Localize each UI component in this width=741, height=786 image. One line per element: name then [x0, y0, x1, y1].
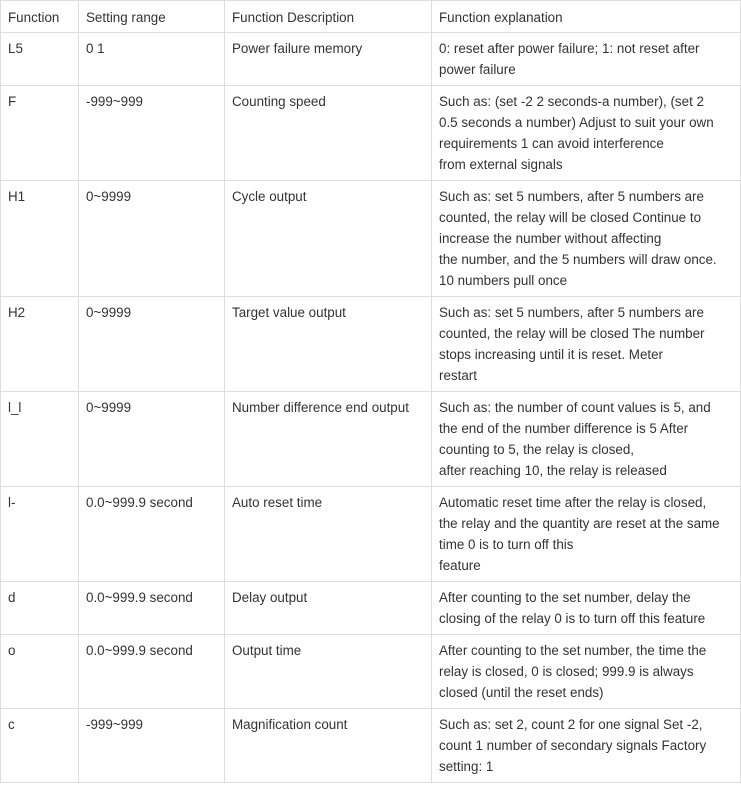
header-function-explanation: Function explanation	[432, 1, 741, 33]
table-row	[1, 86, 741, 181]
cell-explanation: After counting to the set number, delay the closing of the relay 0 is to turn off this feature	[432, 582, 741, 635]
header-function: Function	[1, 1, 79, 33]
table-row	[1, 582, 741, 635]
cell-description: Target value output	[225, 297, 432, 392]
cell-description: Cycle output	[225, 181, 432, 297]
cell-explanation: Automatic reset time after the relay is closed, the relay and the quantity are reset at the same time 0 is to turn off this feature	[432, 487, 741, 582]
header-setting-range: Setting range	[79, 1, 225, 33]
cell-description: Power failure memory	[225, 33, 432, 86]
cell-function: H1	[1, 181, 79, 297]
cell-explanation: Such as: set 5 numbers, after 5 numbers are counted, the relay will be closed Continue to increase the number without affecting the number, and the 5 numbers will draw once. 10 numbers pull once	[432, 181, 741, 297]
table-row	[1, 297, 741, 392]
cell-function: l-	[1, 487, 79, 582]
cell-description: Delay output	[225, 582, 432, 635]
cell-function: l_l	[1, 392, 79, 487]
header-function-description: Function Description	[225, 1, 432, 33]
table-header-row	[1, 1, 741, 33]
cell-description: Magnification count	[225, 709, 432, 783]
table-row	[1, 709, 741, 783]
cell-explanation: Such as: the number of count values is 5, and the end of the number difference is 5 After counting to 5, the relay is closed, after reaching 10, the relay is released	[432, 392, 741, 487]
cell-setting-range: -999~999	[79, 86, 225, 181]
cell-explanation: After counting to the set number, the time the relay is closed, 0 is closed; 999.9 is always closed (until the reset ends)	[432, 635, 741, 709]
table-row	[1, 181, 741, 297]
cell-setting-range: 0.0~999.9 second	[79, 582, 225, 635]
cell-description: Number difference end output	[225, 392, 432, 487]
cell-explanation: Such as: (set -2 2 seconds-a number), (set 2 0.5 seconds a number) Adjust to suit your own requirements 1 can avoid interference from external signals	[432, 86, 741, 181]
cell-function: H2	[1, 297, 79, 392]
table-row	[1, 635, 741, 709]
cell-description: Counting speed	[225, 86, 432, 181]
cell-setting-range: -999~999	[79, 709, 225, 783]
cell-description: Output time	[225, 635, 432, 709]
cell-function: c	[1, 709, 79, 783]
cell-setting-range: 0~9999	[79, 181, 225, 297]
cell-setting-range: 0.0~999.9 second	[79, 487, 225, 582]
cell-explanation: 0: reset after power failure; 1: not reset after power failure	[432, 33, 741, 86]
table-row	[1, 392, 741, 487]
cell-function: o	[1, 635, 79, 709]
cell-function: d	[1, 582, 79, 635]
table-row	[1, 33, 741, 86]
cell-setting-range: 0.0~999.9 second	[79, 635, 225, 709]
table-row	[1, 487, 741, 582]
cell-explanation: Such as: set 5 numbers, after 5 numbers are counted, the relay will be closed The number stops increasing until it is reset. Meter restart	[432, 297, 741, 392]
cell-setting-range: 0~9999	[79, 297, 225, 392]
cell-function: L5	[1, 33, 79, 86]
cell-setting-range: 0~9999	[79, 392, 225, 487]
cell-description: Auto reset time	[225, 487, 432, 582]
cell-function: F	[1, 86, 79, 181]
cell-setting-range: 0 1	[79, 33, 225, 86]
cell-explanation: Such as: set 2, count 2 for one signal Set -2, count 1 number of secondary signals Factory setting: 1	[432, 709, 741, 783]
